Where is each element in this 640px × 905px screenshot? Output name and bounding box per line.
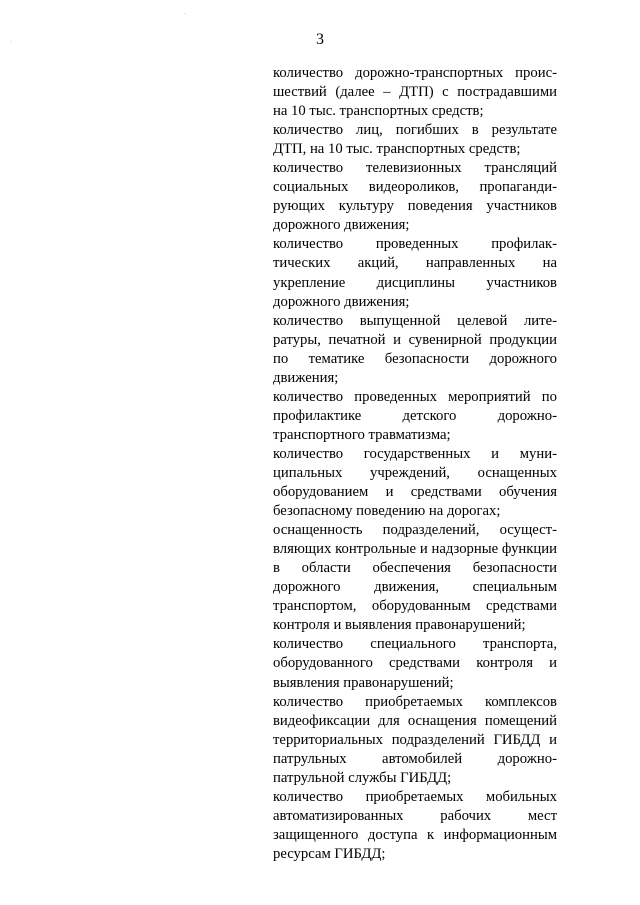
indicator-item xyxy=(273,693,557,788)
indicator-line: защищенного доступа к информационным xyxy=(273,826,557,843)
indicator-item xyxy=(273,159,557,235)
indicator-line: количество дорожно-транспортных проис- xyxy=(273,65,557,81)
indicator-line: дорожного движения; xyxy=(273,293,410,310)
indicator-line: социальных видеороликов, пропаганди- xyxy=(273,179,557,196)
indicator-line: видеофиксации для оснащения помещений xyxy=(273,712,557,729)
indicator-list xyxy=(273,64,557,864)
indicator-line: дорожного движения; xyxy=(273,217,410,234)
indicator-line: территориальных подразделений ГИБДД и xyxy=(273,731,557,748)
indicator-line: количество приобретаемых мобильных xyxy=(273,788,557,805)
indicator-line: количество проведенных профилак- xyxy=(273,236,557,253)
indicator-line: вляющих контрольные и надзорные функции xyxy=(273,541,557,558)
indicator-line: тических акций, направленных на xyxy=(273,255,557,272)
indicator-line: количество телевизионных трансляций xyxy=(273,160,557,177)
scan-speck: · xyxy=(10,39,12,46)
indicator-line: патрульной службы ГИБДД; xyxy=(273,769,452,786)
indicator-line: транспортного травматизма; xyxy=(273,426,451,443)
indicator-item xyxy=(273,445,557,521)
indicator-line: количество выпущенной целевой лите- xyxy=(273,312,557,329)
indicator-line: оборудованием и средствами обучения xyxy=(273,484,557,501)
page-number: 3 xyxy=(316,31,324,48)
indicator-line: оснащенность подразделений, осущест- xyxy=(273,522,557,539)
indicator-line: дорожного движения, специальным xyxy=(273,579,557,596)
indicator-line: ДТП, на 10 тыс. транспортных средств; xyxy=(273,141,521,158)
indicator-line: ратуры, печатной и сувенирной продукции xyxy=(273,331,557,348)
indicator-item xyxy=(273,64,557,121)
indicator-item xyxy=(273,521,557,635)
indicator-line: контроля и выявления правонарушений; xyxy=(273,617,526,634)
indicator-line: оборудованного средствами контроля и xyxy=(273,655,557,672)
indicator-item xyxy=(273,388,557,445)
indicator-item xyxy=(273,635,557,692)
indicator-line: количество специального транспорта, xyxy=(273,636,557,653)
indicator-line: ципальных учреждений, оснащенных xyxy=(273,464,557,481)
indicator-line: укрепление дисциплины участников xyxy=(273,274,557,291)
indicator-line: патрульных автомобилей дорожно- xyxy=(273,750,557,767)
indicator-item xyxy=(273,788,557,864)
indicator-line: количество проведенных мероприятий по xyxy=(273,388,557,405)
indicator-line: по тематике безопасности дорожного xyxy=(273,350,557,367)
indicator-line: количество приобретаемых комплексов xyxy=(273,693,557,710)
indicator-line: выявления правонарушений; xyxy=(273,674,454,691)
indicator-line: движения; xyxy=(273,369,339,386)
scan-speck: · xyxy=(184,11,186,18)
indicator-line: количество государственных и муни- xyxy=(273,445,557,462)
indicator-item xyxy=(273,121,557,159)
indicator-line: рующих культуру поведения участников xyxy=(273,198,557,215)
indicator-line: автоматизированных рабочих мест xyxy=(273,807,557,824)
indicator-item xyxy=(273,235,557,311)
indicator-item xyxy=(273,312,557,388)
indicator-line: количество лиц, погибших в результате xyxy=(273,122,557,139)
indicator-line: транспортом, оборудованным средствами xyxy=(273,598,557,615)
indicator-line: шествий (далее – ДТП) с пострадавшими xyxy=(273,84,557,101)
indicator-line: в области обеспечения безопасности xyxy=(273,560,557,577)
indicator-line: безопасному поведению на дорогах; xyxy=(273,503,501,520)
indicator-line: ресурсам ГИБДД; xyxy=(273,845,386,862)
indicator-line: на 10 тыс. транспортных средств; xyxy=(273,103,484,120)
indicator-line: профилактике детского дорожно- xyxy=(273,407,557,424)
